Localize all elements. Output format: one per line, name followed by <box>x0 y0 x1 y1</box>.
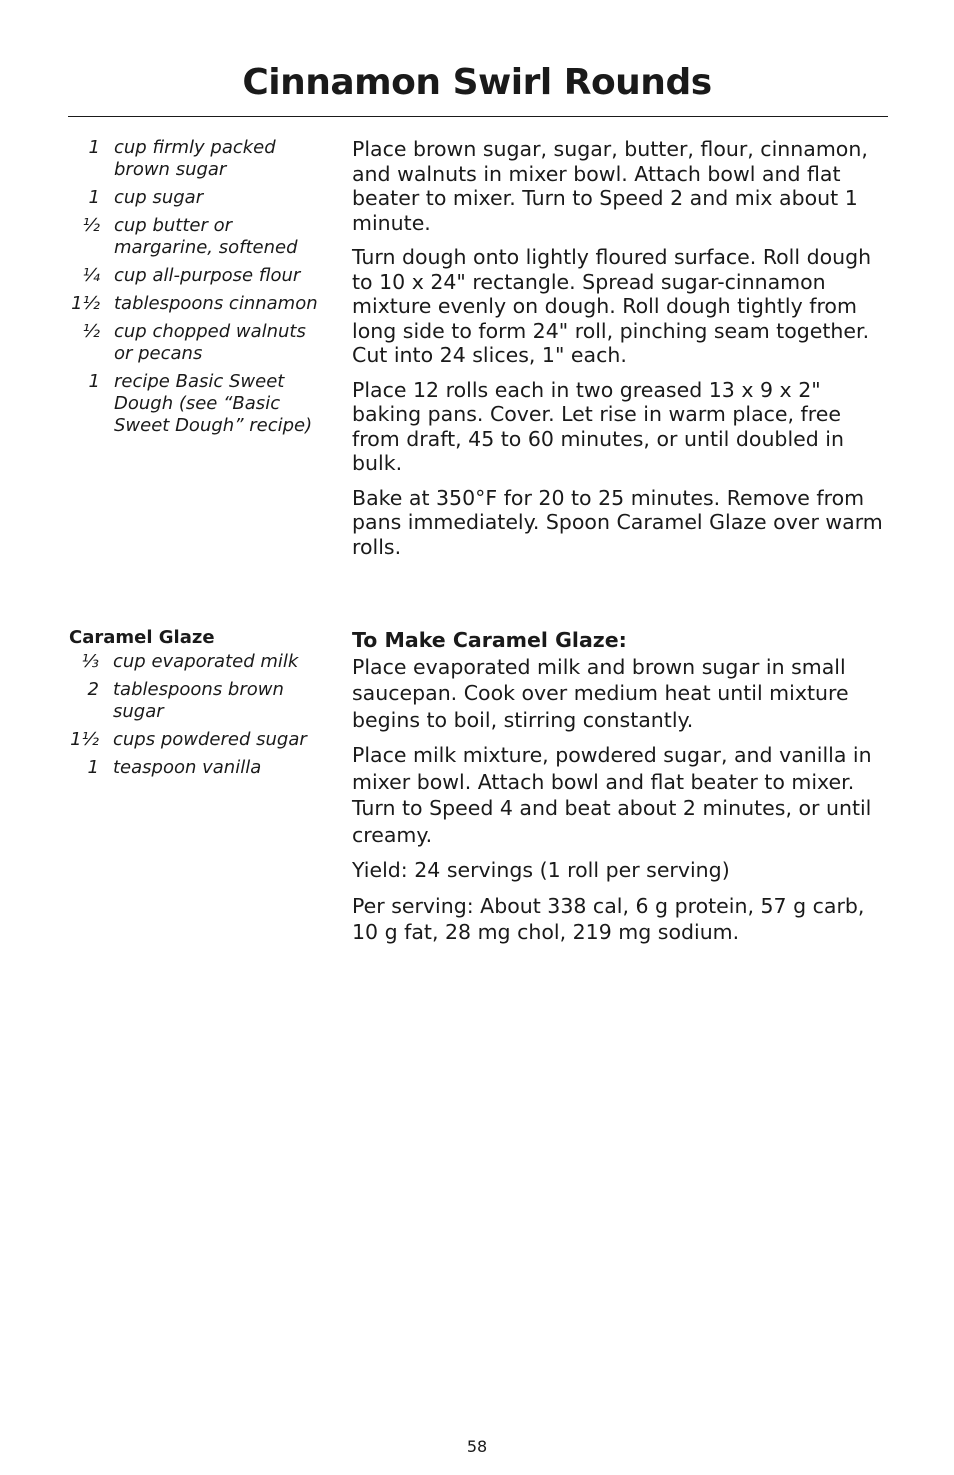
ingredient-quantity: 2 <box>87 679 99 700</box>
glaze-instructions <box>352 627 892 955</box>
ingredient-item <box>68 729 328 751</box>
instruction-step: Place evaporated milk and brown sugar in small saucepan. Cook over medium heat until mixture begins to boil, stirring constantly. <box>352 654 849 732</box>
ingredient-quantity: ⅓ <box>81 651 99 672</box>
glaze-ingredient-list <box>68 651 328 785</box>
glaze-heading: Caramel Glaze <box>69 627 215 648</box>
ingredient-quantity: 1½ <box>70 729 99 750</box>
page-title: Cinnamon Swirl Rounds <box>242 62 712 103</box>
ingredient-item <box>68 679 328 723</box>
instruction-step: Turn dough onto lightly floured surface. Roll dough to 10 x 24" rectangle. Spread sugar-cinnamon mixture evenly on dough. Roll dough tightly from long side to form 24" roll, pinching seam together. Cut into 24 slices, 1" each. <box>352 245 872 367</box>
glaze-steps-heading: To Make Caramel Glaze: <box>352 628 627 652</box>
ingredient-text: recipe Basic Sweet Dough (see “Basic Sweet Dough” recipe) <box>114 371 313 436</box>
ingredient-text: tablespoons cinnamon <box>114 293 318 314</box>
ingredient-item <box>68 187 328 209</box>
ingredient-text: cup all-purpose flour <box>114 265 301 286</box>
yield-text: Yield: 24 servings (1 roll per serving) <box>352 858 730 882</box>
ingredient-item <box>68 757 328 779</box>
instruction-step: Place milk mixture, powdered sugar, and vanilla in mixer bowl. Attach bowl and flat beater to mixer. Turn to Speed 4 and beat about 2 minutes, or until creamy. <box>352 743 872 847</box>
ingredient-text: cups powdered sugar <box>113 729 307 750</box>
ingredient-quantity: 1 <box>88 371 100 392</box>
ingredient-item <box>68 321 328 365</box>
ingredient-item <box>68 371 328 437</box>
ingredient-quantity: ¼ <box>82 265 100 286</box>
ingredient-list <box>68 137 328 443</box>
ingredient-quantity: ½ <box>82 321 100 342</box>
ingredient-text: teaspoon vanilla <box>113 757 262 778</box>
instruction-step: Place 12 rolls each in two greased 13 x 9 x 2" baking pans. Cover. Let rise in warm place, free from draft, 45 to 60 minutes, or until doubled in bulk. <box>352 377 844 475</box>
instructions <box>352 137 892 569</box>
ingredient-text: cup butter or margarine, softened <box>114 215 298 258</box>
ingredient-text: cup evaporated milk <box>113 651 299 672</box>
ingredient-quantity: 1 <box>88 187 100 208</box>
ingredient-text: tablespoons brown sugar <box>113 679 284 722</box>
ingredient-text: cup chopped walnuts or pecans <box>114 321 306 364</box>
ingredient-item <box>68 651 328 673</box>
ingredient-item <box>68 137 328 181</box>
ingredient-text: cup firmly packed brown sugar <box>114 137 276 180</box>
ingredient-item <box>68 293 328 315</box>
instruction-step: Bake at 350°F for 20 to 25 minutes. Remove from pans immediately. Spoon Caramel Glaze over warm rolls. <box>352 485 883 559</box>
ingredient-quantity: 1 <box>87 757 99 778</box>
title-divider <box>68 116 888 117</box>
ingredient-quantity: 1½ <box>71 293 100 314</box>
nutrition-text: Per serving: About 338 cal, 6 g protein, 57 g carb, 10 g fat, 28 mg chol, 219 mg sodium. <box>352 893 865 944</box>
instruction-step: Place brown sugar, sugar, butter, flour, cinnamon, and walnuts in mixer bowl. Attach bowl and flat beater to mixer. Turn to Speed 2 and mix about 1 minute. <box>352 137 868 235</box>
page-number: 58 <box>466 1437 488 1456</box>
ingredient-quantity: ½ <box>82 215 100 236</box>
ingredient-item <box>68 265 328 287</box>
ingredient-item <box>68 215 328 259</box>
ingredient-text: cup sugar <box>114 187 204 208</box>
ingredient-quantity: 1 <box>88 137 100 158</box>
